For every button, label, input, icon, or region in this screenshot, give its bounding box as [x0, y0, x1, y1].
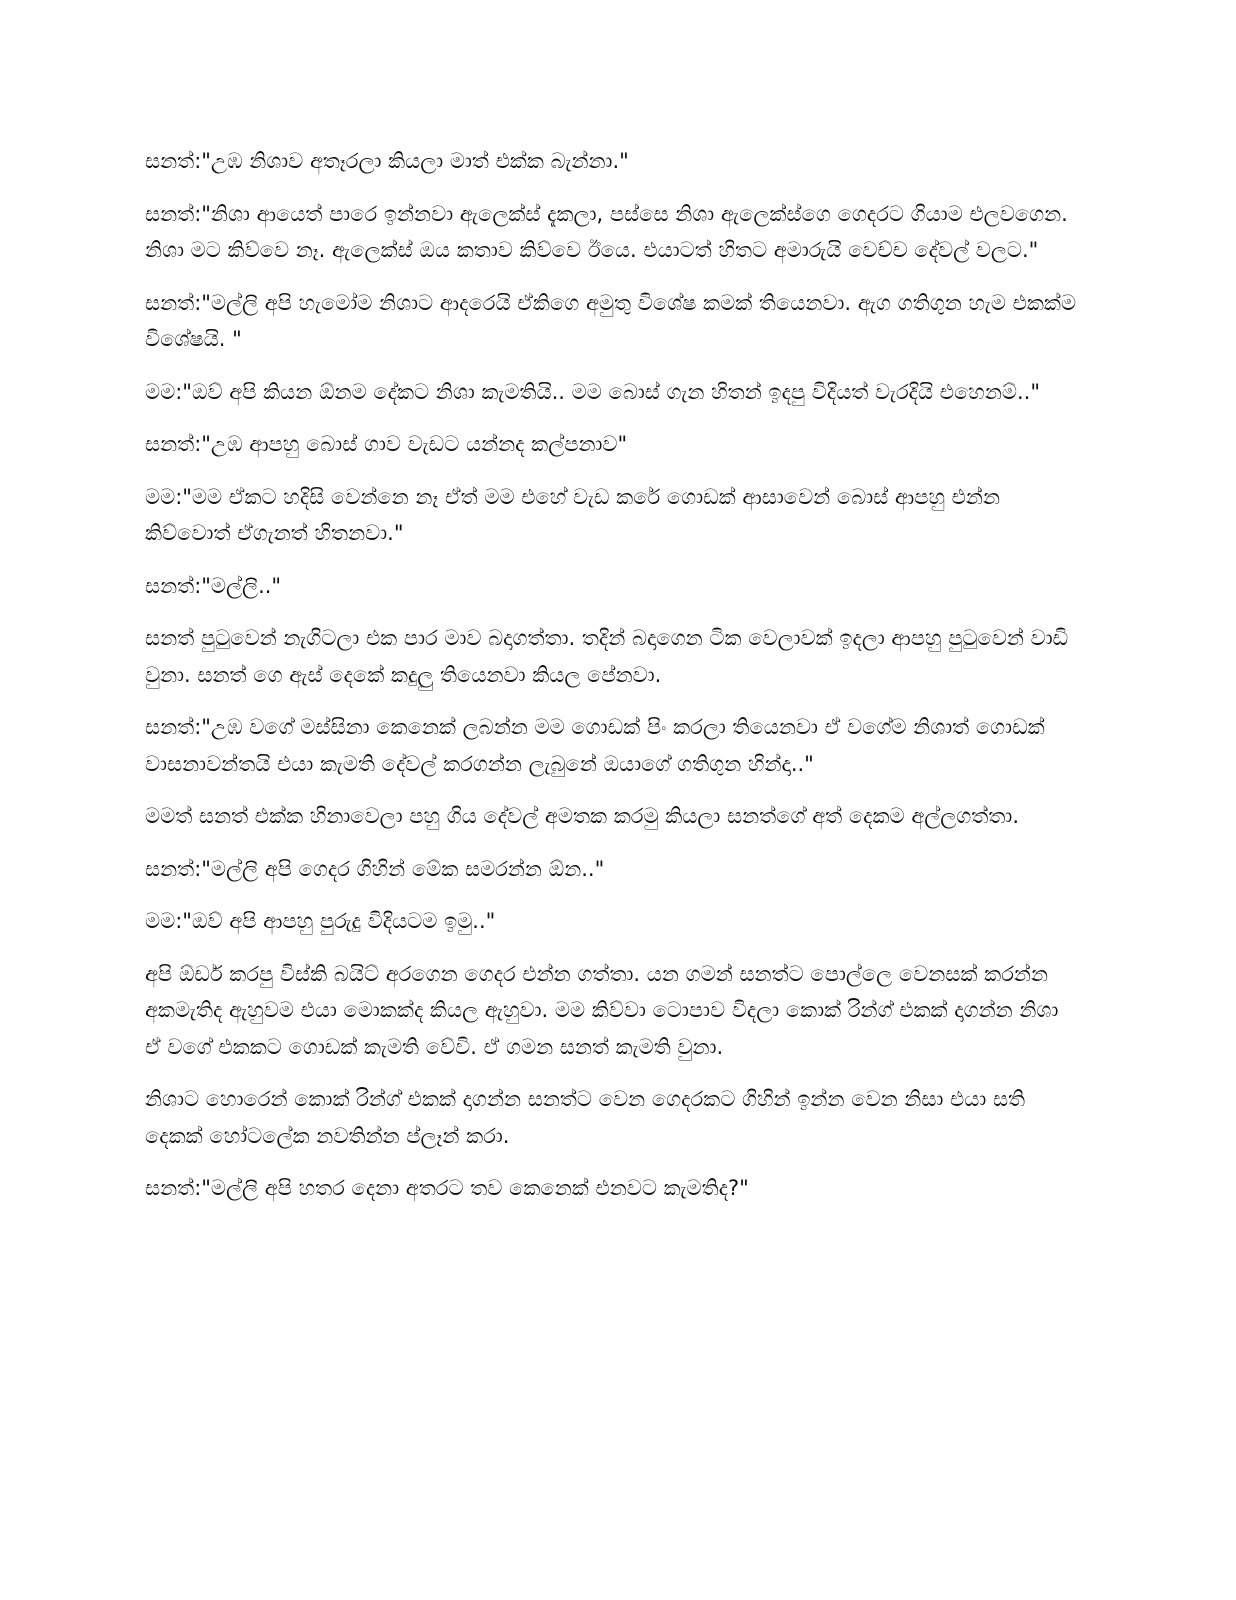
document-body: [145, 143, 1080, 1223]
paragraph: සනත්:"උඹ වගේ මස්සිනා කෙනෙක් ලබන්න මම ගොඩක් පිං කරලා තියෙනවා ඒ වගේම නිශාත් ගොඩක් වාසනාවන්තයි එයා කැමති දේවල් කරගන්න ලැබුනේ ඔයාගේ ගතිගුන හින්දා..": [145, 715, 1045, 776]
paragraph: සනත් පුටුවෙන් නැගිටලා එක පාර මාව බදාගත්තා. තදින් බදාගෙන ටික වෙලාවක් ඉදලා ආපහු පුටුවෙන් වාඩි වුනා. සනත් ගෙ ඇස් දෙකේ කදුලු තියෙනවා කියල පේනවා.: [145, 626, 1069, 687]
paragraph: නිශාට හොරෙන් කොක් රින්ග් එකක් දාගන්න සනත්ට වෙන ගෙදරකට ගිහින් ඉන්න වෙන නිසා එයා සති දෙකක් හෝටලේක නවතින්න ප්ලෑන් කරා.: [145, 1087, 1026, 1148]
paragraph: සනත්:"මල්ලි අපි හතර දෙනා අතරට තව කෙනෙක් එනවට කැමතිද?": [145, 1176, 749, 1200]
paragraph: මම:"මම ඒකට හදිසි වෙන්නෙ නෑ ඒත් මම එහේ වැඩ කරේ ගොඩක් ආසාවෙන් බොස් ආපහු එන්න කිව්වොත් ඒගැනත් හිතනවා.": [145, 484, 1000, 545]
paragraph: සනත්:"මල්ලි අපි ගෙදර ගිහින් මේක සමරන්න ඕන..": [145, 856, 605, 881]
paragraph: සනත්:"උඹ ආපහු බොස් ගාව වැඩට යන්නද කල්පනාව": [145, 432, 628, 456]
paragraph: මමත් සනත් එක්ක හිනාවෙලා පහු ගිය දේවල් අමතක කරමු කියලා සනත්ගේ අත් දෙකම අල්ලගත්තා.: [145, 804, 1019, 828]
paragraph: සනත්:"මල්ලි අපි හැමෝම නිශාට ආදරෙයි ඒකිගෙ අමුතු විශේෂ කමක් තියෙනවා. ඇග ගතිගුන හැම එකක්ම විශේෂයි. ": [145, 290, 1077, 351]
paragraph: සනත්:"නිශා ආයෙත් පාරෙ ඉන්නවා ඇලෙක්ස් දැකලා, පස්සෙ නිශා ඇලෙක්ස්ගෙ ගෙදරට ගියාම එලවගෙන. නිශා මට කිව්වෙ නෑ. ඇලෙක්ස් ඔය කතාව කිව්වෙ ඊයෙ. එයාටත් හිතට අමාරුයි වෙච්ච දේවල් වලට.": [145, 201, 1068, 262]
paragraph: මම:"ඔව් අපි ආපහු පුරුදු විදියටම ඉමු..": [145, 909, 496, 933]
paragraph: අපි ඕඩර් කරපු විස්කි බයිට් අරගෙන ගෙදර එන්න ගත්තා. යන ගමන් සනත්ට පොල්ලෙ වෙනසක් කරන්න අකමැතිද ඇහුවම එයා මොකක්ද කියල ඇහුවා. මම කිව්වා ටොපාව විදලා කොක් රින්ග් එකක් දාගන්න නිශා ඒ වගේ එකකට ගොඩක් කැමති වේවි. ඒ ගමන සනත් කැමති වුනා.: [145, 961, 1059, 1059]
paragraph: මම:"ඔව් අපි කියන ඕනම දේකට නිශා කැමතියි.. මම බොස් ගැන හිතන් ඉදපු විදියත් වැරදියි එහෙනම්..": [145, 379, 1040, 404]
paragraph: සනත්:"උඹ නිශාව අතෑරලා කියලා මාත් එක්ක බැන්නා.": [145, 149, 629, 173]
paragraph: සනත්:"මල්ලි..": [145, 573, 282, 598]
